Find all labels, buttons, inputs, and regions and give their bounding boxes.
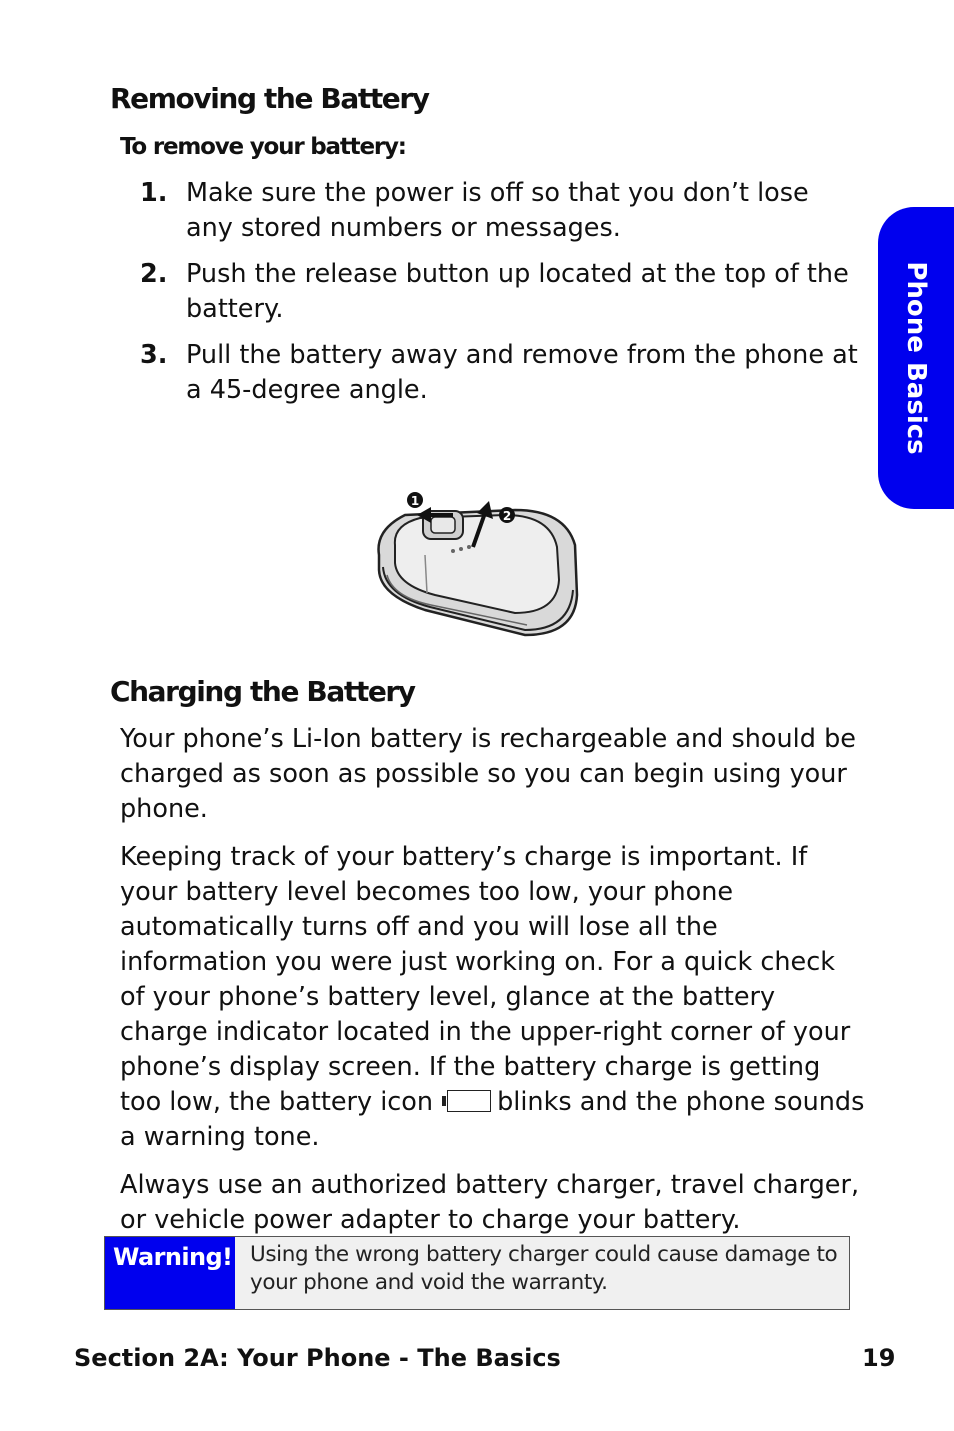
step-text: Push the release button up located at the top of the battery. bbox=[186, 259, 849, 324]
charging-paragraph-2 bbox=[120, 840, 865, 1155]
step-item bbox=[140, 257, 860, 327]
charging-battery-heading: Charging the Battery bbox=[110, 675, 415, 708]
charging-paragraph-3: Always use an authorized battery charger, travel charger, or vehicle power adapter to charge your battery. bbox=[120, 1170, 860, 1235]
battery-low-icon bbox=[447, 1090, 491, 1112]
callout-1-label: 1 bbox=[410, 494, 420, 508]
removing-battery-heading: Removing the Battery bbox=[110, 82, 429, 115]
callout-2-label: 2 bbox=[502, 509, 512, 523]
charging-paragraph-2-start: Keeping track of your battery’s charge is important. If your battery level becomes too low, your phone automatically turns off and you will lose all the information you were just working on. For a quick check of your phone’s battery level, glance at the battery charge indicator located in the upper-right corner of your phone’s display screen. If the battery charge is getting too low, the battery icon bbox=[120, 842, 851, 1117]
page-number: 19 bbox=[862, 1344, 896, 1372]
step-text: Make sure the power is off so that you don’t lose any stored numbers or messages. bbox=[186, 178, 809, 243]
warning-label: Warning! bbox=[105, 1237, 235, 1309]
warning-text: Using the wrong battery charger could cause damage to your phone and void the warranty. bbox=[250, 1242, 838, 1295]
charging-paragraph-1: Your phone’s Li-Ion battery is rechargeable and should be charged as soon as possible so you can begin using your phone. bbox=[120, 724, 856, 824]
remove-steps-list bbox=[140, 176, 860, 419]
charging-paragraph-2-end: blinks and the phone sounds a warning tone. bbox=[120, 1087, 865, 1152]
side-tab-label: Phone Basics bbox=[901, 261, 931, 455]
step-number: 3. bbox=[140, 340, 168, 370]
step-text: Pull the battery away and remove from the phone at a 45-degree angle. bbox=[186, 340, 858, 405]
step-item bbox=[140, 338, 860, 408]
step-item bbox=[140, 176, 860, 246]
footer-section-title: Section 2A: Your Phone - The Basics bbox=[74, 1344, 561, 1372]
step-number: 1. bbox=[140, 178, 168, 208]
warning-box bbox=[104, 1236, 850, 1310]
charging-body bbox=[120, 722, 865, 1251]
remove-battery-subheading: To remove your battery: bbox=[120, 134, 406, 160]
battery-removal-illustration bbox=[365, 485, 590, 645]
side-section-tab bbox=[878, 207, 954, 509]
step-number: 2. bbox=[140, 259, 168, 289]
